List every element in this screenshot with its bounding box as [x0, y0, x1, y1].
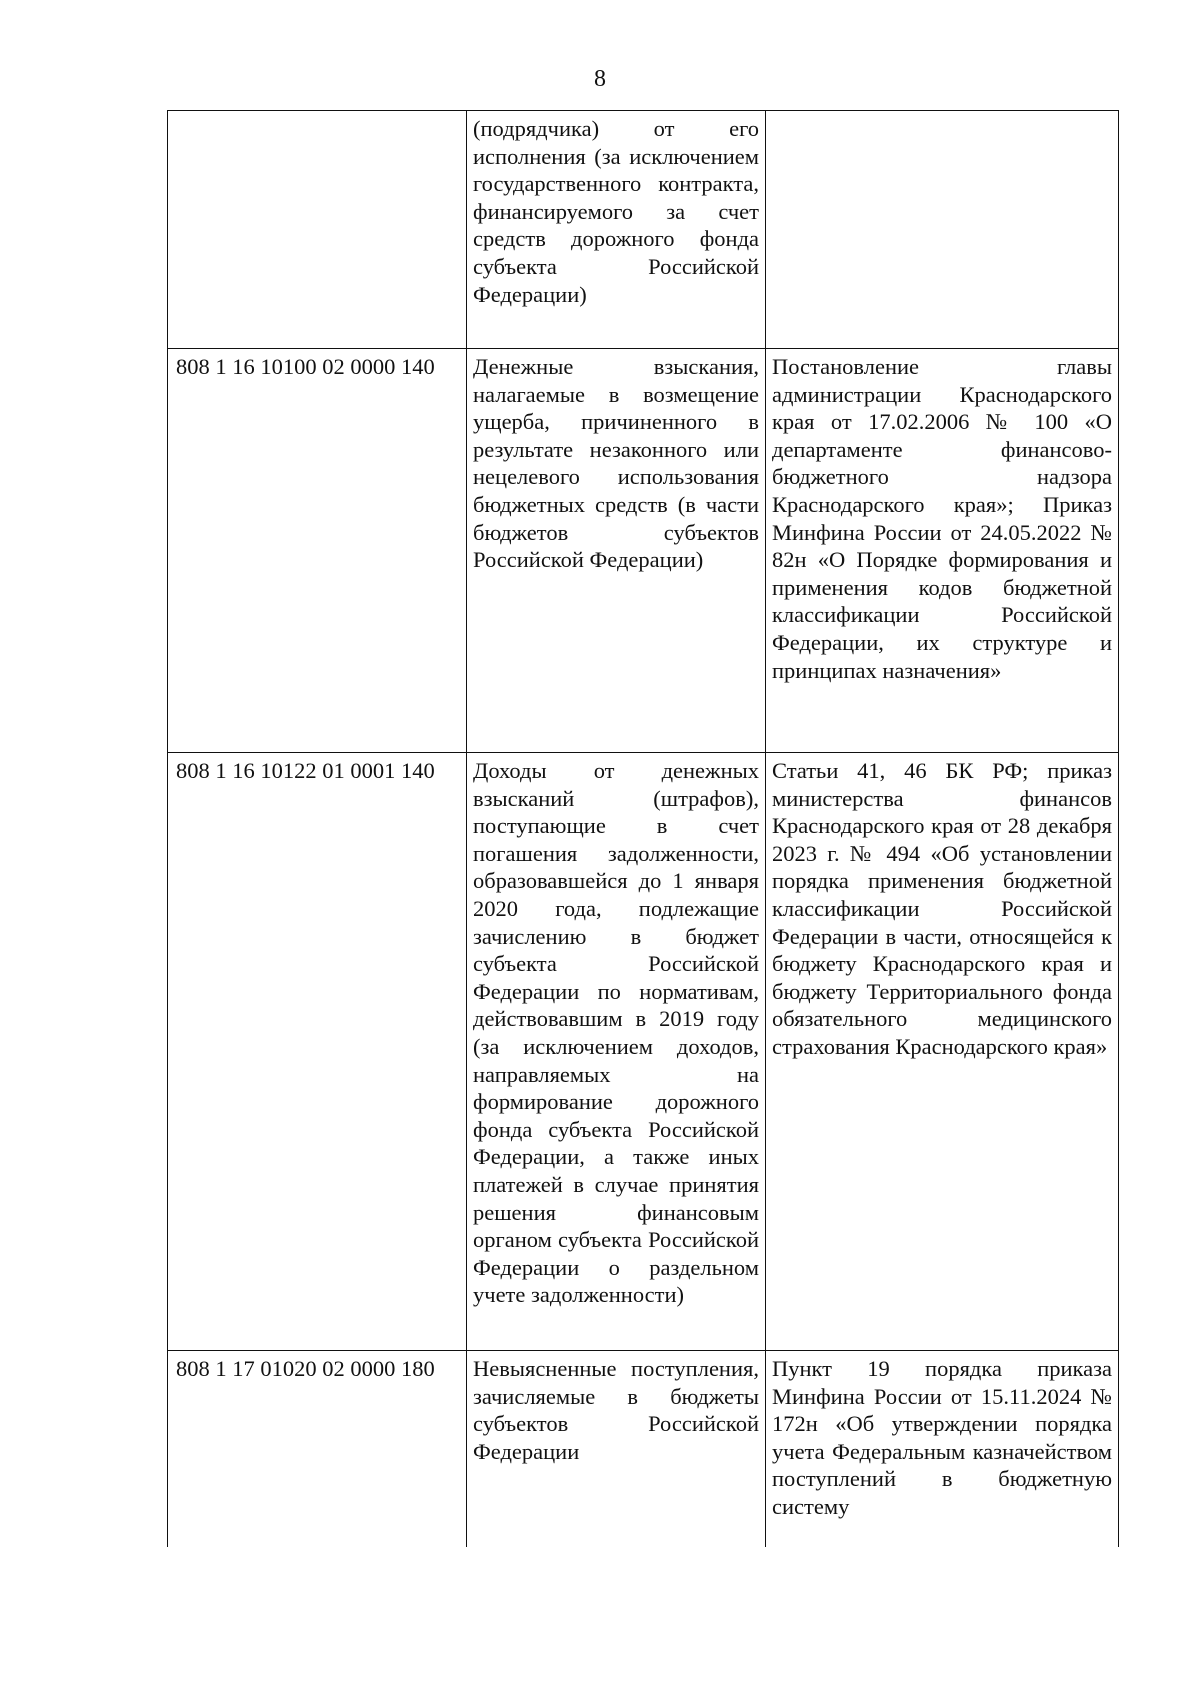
name-cell	[467, 111, 766, 349]
table-row	[168, 111, 1119, 349]
revenue-name: Денежные взыскания, налагаемые в возмещение ущерба, причиненного в результате незаконного или нецелевого использования бюджетных средств (в части бюджетов субъектов Российской Федерации)	[473, 354, 759, 573]
name-cell	[467, 349, 766, 753]
table-row	[168, 349, 1119, 753]
basis-cell	[766, 1351, 1119, 1547]
code-cell	[168, 753, 467, 1351]
budget-code: 808 1 16 10122 01 0001 140	[176, 758, 435, 783]
revenue-name: Невыясненные поступления, зачисляемые в бюджеты субъектов Российской Федерации	[473, 1356, 759, 1464]
legal-basis: Постановление главы администрации Краснодарского края от 17.02.2006 № 100 «О департаменте финансово-бюджетного надзора Краснодарского края»; Приказ Минфина России от 24.05.2022 № 82н «О Порядке формирования и применения кодов бюджетной классификации Российской Федерации, их структуре и принципах назначения»	[772, 354, 1112, 683]
basis-cell	[766, 111, 1119, 349]
budget-code: 808 1 16 10100 02 0000 140	[176, 354, 435, 379]
table-row	[168, 753, 1119, 1351]
revenue-codes-table	[167, 110, 1119, 1547]
revenue-name: Доходы от денежных взысканий (штрафов), поступающие в счет погашения задолженности, образовавшейся до 1 января 2020 года, подлежащие зачислению в бюджет субъекта Российской Федерации по нормативам, действовавшим в 2019 году (за исключением доходов, направляемых на формирование дорожного фонда субъекта Российской Федерации, а также иных платежей в случае принятия решения финансовым органом субъекта Российской Федерации о раздельном учете задолженности)	[473, 758, 759, 1308]
legal-basis: Пункт 19 порядка приказа Минфина России от 15.11.2024 № 172н «Об утверждении порядка учета Федеральным казначейством поступлений в бюджетную систему	[772, 1356, 1112, 1519]
name-cell	[467, 753, 766, 1351]
code-cell	[168, 1351, 467, 1547]
page-number: 8	[594, 66, 606, 92]
code-cell	[168, 349, 467, 753]
code-cell	[168, 111, 467, 349]
legal-basis: Статьи 41, 46 БК РФ; приказ министерства финансов Краснодарского края от 28 декабря 2023 г. № 494 «Об установлении порядка применения бюджетной классификации Российской Федерации в части, относящейся к бюджету Краснодарского края и бюджету Территориального фонда обязательного медицинского страхования Краснодарского края»	[772, 758, 1112, 1059]
basis-cell	[766, 753, 1119, 1351]
basis-cell	[766, 349, 1119, 753]
table-row	[168, 1351, 1119, 1547]
budget-code: 808 1 17 01020 02 0000 180	[176, 1356, 435, 1381]
revenue-name: (подрядчика) от его исполнения (за исключением государственного контракта, финансируемого за счет средств дорожного фонда субъекта Российской Федерации)	[473, 116, 759, 307]
name-cell	[467, 1351, 766, 1547]
